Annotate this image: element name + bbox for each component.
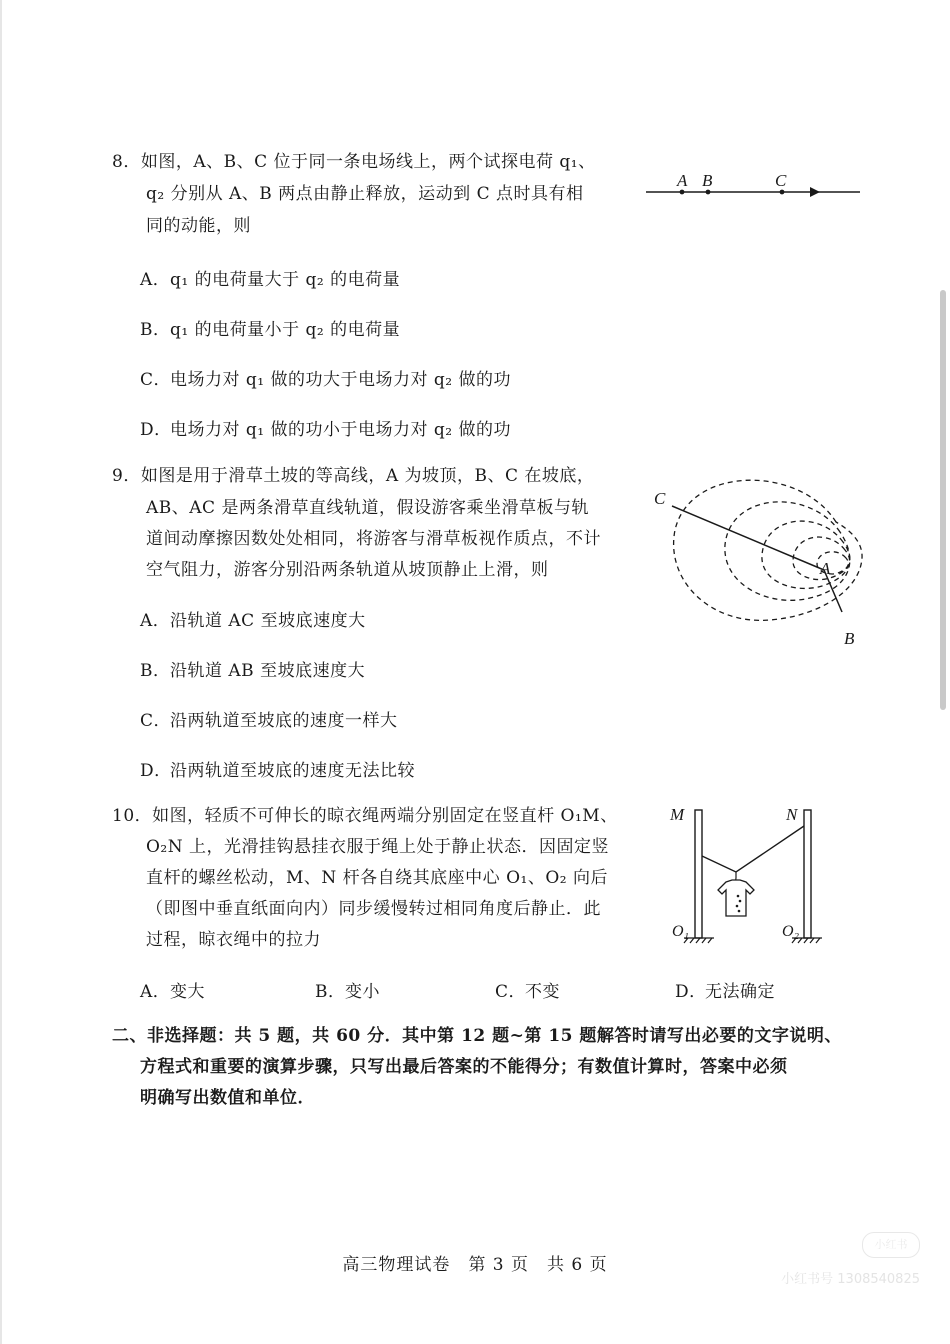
contour-line-3	[762, 521, 850, 588]
option-text: 变小	[345, 982, 380, 1002]
q10-option-a[interactable]	[140, 980, 205, 1004]
option-letter: B．	[140, 320, 171, 340]
page-footer: 高三物理试卷 第 3 页 共 6 页	[342, 1255, 608, 1275]
q9-option-d[interactable]	[140, 759, 415, 783]
q10-clothesline-figure	[668, 800, 838, 948]
q9-line-3: 道间动摩擦因数处处相同，将游客与滑草板视作质点，不计	[146, 529, 601, 549]
scrollbar[interactable]	[940, 290, 946, 710]
option-letter: C．	[495, 982, 527, 1002]
watermark-badge: 小红书	[862, 1232, 920, 1258]
q8-option-d[interactable]	[140, 418, 511, 442]
contour-line-1	[674, 480, 862, 620]
option-text: 变大	[170, 982, 205, 1002]
q10-line-4: （即图中垂直纸面向内）同步缓慢转过相同角度后静止．此	[146, 899, 601, 919]
q8-line-1: 8．如图，A、B、C 位于同一条电场线上，两个试探电荷 q₁、	[112, 152, 596, 172]
pole-m	[695, 810, 702, 938]
q8-line-3: 同的动能，则	[146, 216, 251, 236]
option-letter: D．	[140, 420, 172, 440]
q8-option-b[interactable]	[140, 318, 400, 342]
q9-option-a[interactable]	[140, 609, 366, 633]
option-text: 沿两轨道至坡底的速度无法比较	[170, 761, 415, 781]
q10-line-5: 过程，晾衣绳中的拉力	[146, 930, 321, 950]
label-a: A	[677, 171, 688, 190]
label-n: N	[786, 805, 798, 824]
q9-line-4: 空气阻力，游客分别沿两条轨道从坡顶静止上滑，则	[146, 560, 549, 580]
point-c-dot	[780, 190, 785, 195]
option-letter: D．	[675, 982, 707, 1002]
q9-line-1: 9．如图是用于滑草土坡的等高线，A 为坡顶，B、C 在坡底，	[112, 466, 595, 486]
q9-option-c[interactable]	[140, 709, 398, 733]
option-text: q₁ 的电荷量小于 q₂ 的电荷量	[170, 320, 401, 340]
section-2-line-1: 二、非选择题：共 5 题，共 60 分．其中第 12 题~第 15 题解答时请写出必要的文字说明、	[112, 1026, 842, 1046]
label-a: A	[820, 559, 831, 578]
option-text: 沿两轨道至坡底的速度一样大	[170, 711, 398, 731]
point-a-dot	[680, 190, 685, 195]
q10-option-d[interactable]	[675, 980, 775, 1004]
q8-field-line-figure	[640, 168, 865, 204]
q10-line-1: 10．如图，轻质不可伸长的晾衣绳两端分别固定在竖直杆 O₁M、	[112, 806, 618, 826]
field-arrow-icon	[810, 187, 820, 197]
option-letter: C．	[140, 370, 172, 390]
option-letter: C．	[140, 711, 172, 731]
option-text: 沿轨道 AB 至坡底速度大	[170, 661, 366, 681]
point-b-dot	[706, 190, 711, 195]
label-c: C	[775, 171, 787, 190]
q9-contour-figure	[650, 470, 870, 655]
shirt-icon	[718, 880, 754, 916]
clothesline-rope	[702, 826, 804, 872]
q9-line-2: AB、AC 是两条滑草直线轨道，假设游客乘坐滑草板与轨	[146, 498, 589, 518]
q8-option-a[interactable]	[140, 268, 400, 292]
track-ac	[672, 506, 824, 570]
q10-line-3: 直杆的螺丝松动，M、N 杆各自绕其底座中心 O₁、O₂ 向后	[146, 868, 608, 888]
option-letter: A．	[140, 270, 171, 290]
label-o2: O₂	[782, 923, 800, 940]
label-b: B	[844, 629, 855, 648]
option-text: 无法确定	[705, 982, 775, 1002]
label-o1: O₁	[672, 923, 690, 940]
section-2-line-3: 明确写出数值和单位．	[140, 1088, 315, 1108]
option-text: 电场力对 q₁ 做的功大于电场力对 q₂ 做的功	[170, 370, 512, 390]
q10-option-b[interactable]	[315, 980, 380, 1004]
label-c: C	[654, 489, 666, 508]
option-letter: B．	[140, 661, 171, 681]
q10-line-2: O₂N 上，光滑挂钩悬挂衣服于绳上处于静止状态．因固定竖	[146, 837, 610, 857]
q8-line-2: q₂ 分别从 A、B 两点由静止释放，运动到 C 点时具有相	[146, 184, 584, 204]
option-letter: A．	[140, 982, 171, 1002]
watermark-id: 小红书号 1308540825	[781, 1272, 920, 1287]
q10-option-c[interactable]	[495, 980, 560, 1004]
page-edge	[0, 0, 2, 1344]
option-text: q₁ 的电荷量大于 q₂ 的电荷量	[170, 270, 401, 290]
q8-option-c[interactable]	[140, 368, 511, 392]
option-text: 不变	[525, 982, 560, 1002]
label-b: B	[702, 171, 713, 190]
pole-n	[804, 810, 811, 938]
section-2-line-2: 方程式和重要的演算步骤，只写出最后答案的不能得分；有数值计算时，答案中必须	[140, 1057, 788, 1077]
label-m: M	[670, 805, 685, 824]
option-letter: B．	[315, 982, 346, 1002]
option-text: 电场力对 q₁ 做的功小于电场力对 q₂ 做的功	[170, 420, 512, 440]
option-letter: A．	[140, 611, 171, 631]
option-text: 沿轨道 AC 至坡底速度大	[170, 611, 366, 631]
q9-option-b[interactable]	[140, 659, 365, 683]
option-letter: D．	[140, 761, 172, 781]
